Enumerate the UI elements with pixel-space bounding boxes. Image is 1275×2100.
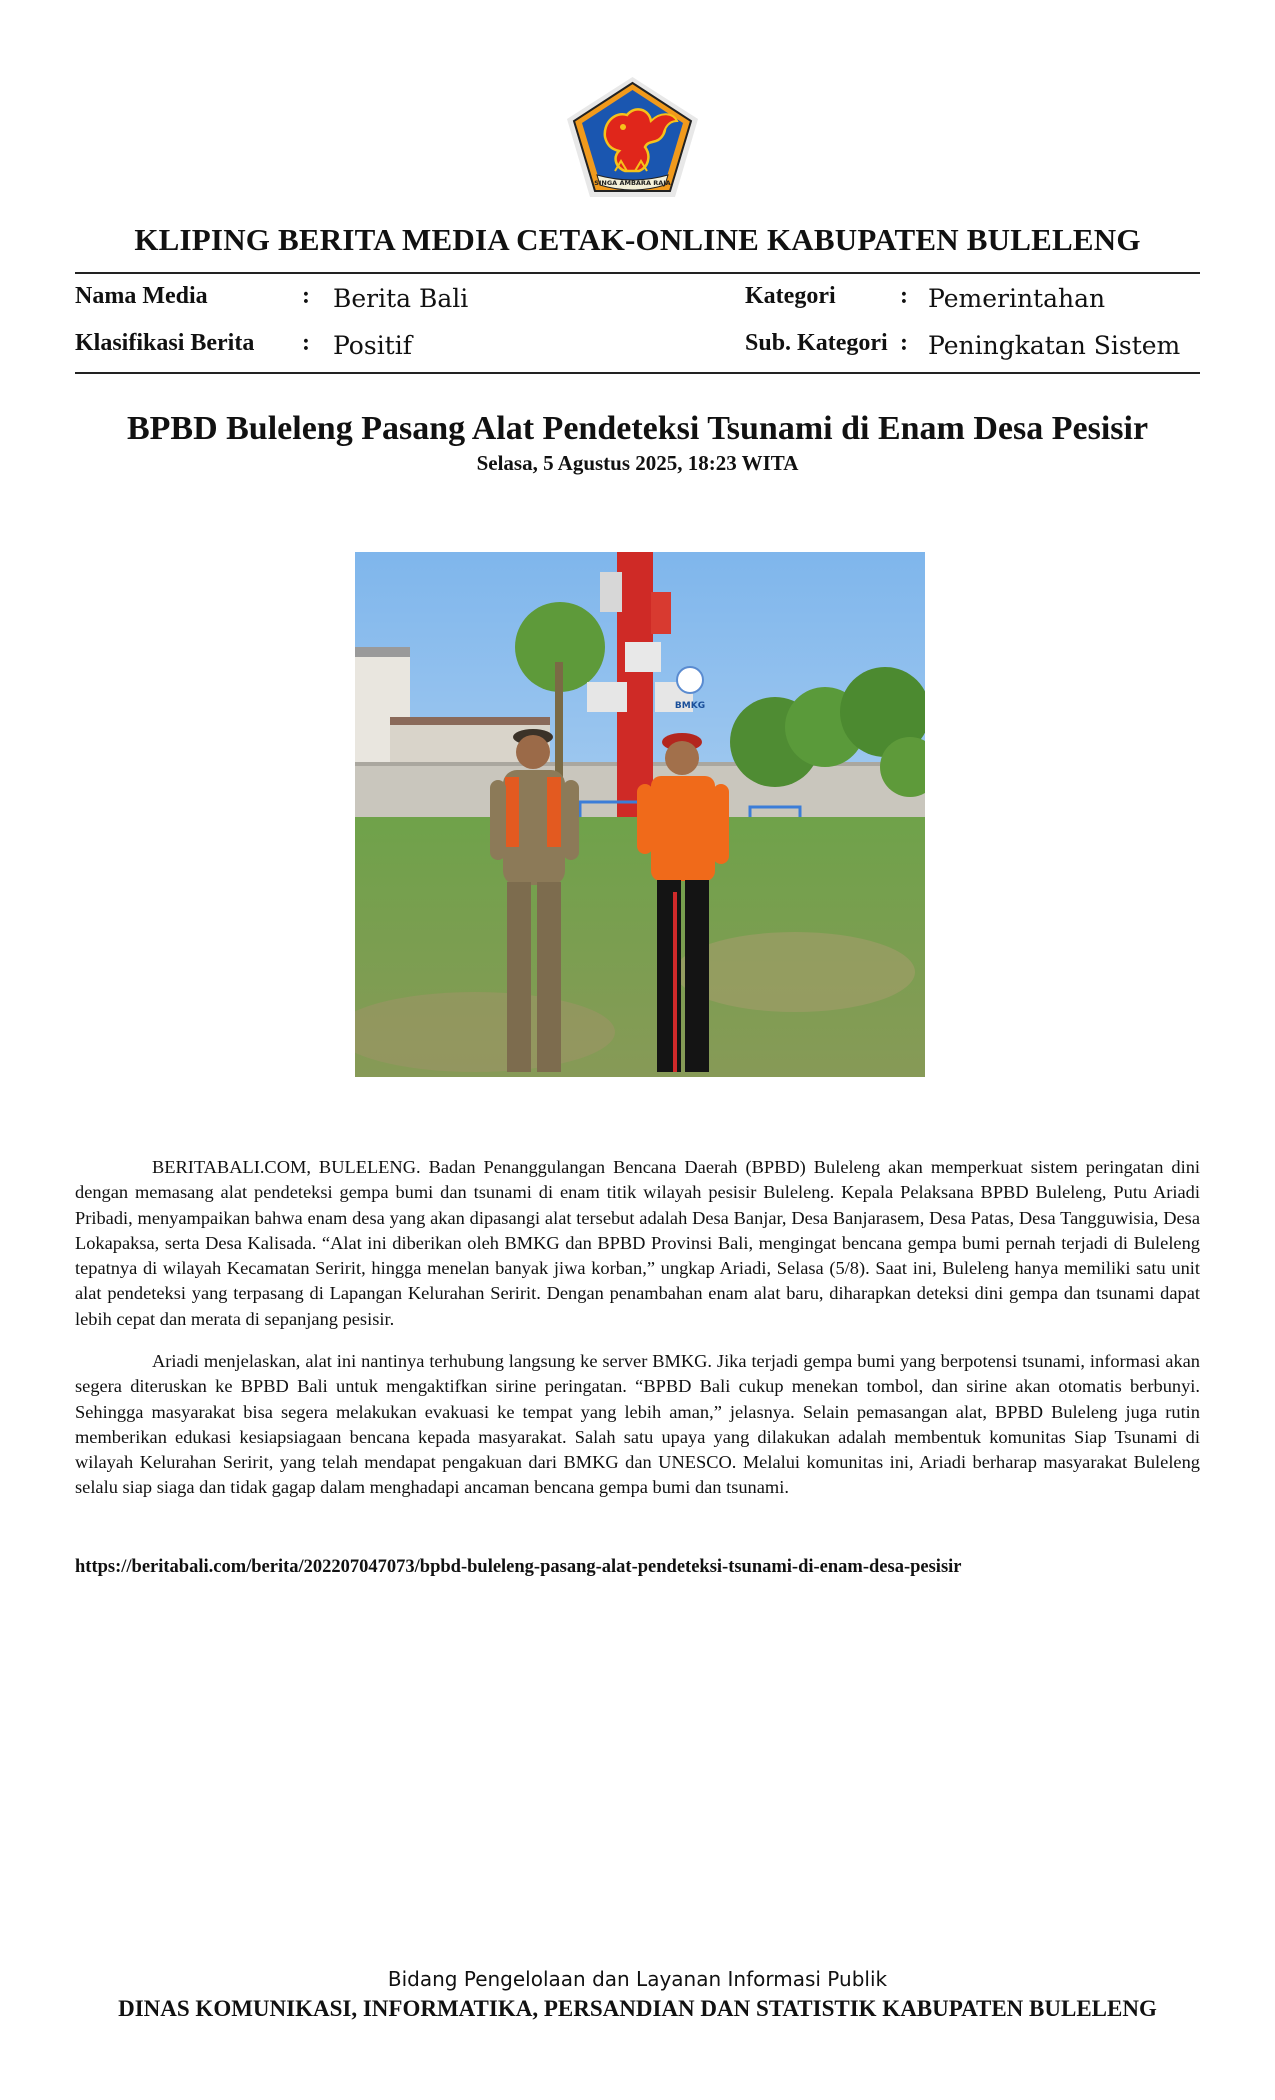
subcategory-label: Sub. Kategori — [745, 330, 888, 356]
paragraph-2-text: Ariadi menjelaskan, alat ini nantinya terhubung langsung ke server BMKG. Jika terjadi gempa bumi yang berpotensi tsunami, informasi akan segera diteruskan ke BPBD Bali untuk mengaktifkan sirine peringatan. “BPBD Bali cukup menekan tombol, dan sirine akan otomatis berbunyi. Sehingga masyarakat bisa segera melakukan evakuasi ke tempat yang lebih aman,” jelasnya. Selain pemasangan alat, BPBD Buleleng juga rutin memberikan edukasi kesiapsiagaan bencana kepada masyarakat. Salah satu upaya yang dilakukan adalah membentuk komunitas Siap Tsunami di wilayah Kelurahan Seririt, yang telah mendapat pengakuan dari BMKG dan UNESCO. Melalui komunitas ini, Ariadi berharap masyarakat Buleleng selalu siap siaga dan tidak gagap dalam menghadapi ancaman bencana gempa bumi dan tsunami. — [75, 1351, 1200, 1498]
media-name-colon: : — [302, 283, 310, 309]
document-title: KLIPING BERITA MEDIA CETAK-ONLINE KABUPATEN BULELENG — [134, 222, 1141, 257]
classification-label: Klasifikasi Berita — [75, 330, 255, 356]
regency-emblem-logo — [565, 75, 700, 200]
subcategory-value: Peningkatan Sistem — [928, 331, 1181, 360]
article-paragraph-1 — [75, 1155, 1200, 1332]
classification-colon: : — [302, 330, 310, 356]
logo-motto: SINGA AMBARA RAJA — [594, 179, 671, 187]
article-paragraph-2 — [75, 1349, 1200, 1501]
article-headline: BPBD Buleleng Pasang Alat Pendeteksi Tsunami di Enam Desa Pesisir — [126, 410, 1149, 447]
media-name-value: Berita Bali — [333, 284, 469, 313]
top-divider — [75, 272, 1200, 274]
category-colon: : — [900, 283, 908, 309]
paragraph-1-text: BERITABALI.COM, BULELENG. Badan Penanggulangan Bencana Daerah (BPBD) Buleleng akan memperkuat sistem peringatan dini dengan memasang alat pendeteksi gempa bumi dan tsunami di enam titik wilayah pesisir Buleleng. Kepala Pelaksana BPBD Buleleng, Putu Ariadi Pribadi, menyampaikan bahwa enam desa yang akan dipasangi alat tersebut adalah Desa Banjar, Desa Banjarasem, Desa Patas, Desa Tangguwisia, Desa Lokapaksa, serta Desa Kalisada. “Alat ini diberikan oleh BMKG dan BPBD Provinsi Bali, mengingat bencana gempa bumi pernah terjadi di Buleleng tepatnya di wilayah Kecamatan Seririt, hingga menelan banyak jiwa korban,” ungkap Ariadi, Selasa (5/8). Saat ini, Buleleng hanya memiliki satu unit alat pendeteksi yang terpasang di Lapangan Kelurahan Seririt. Dengan penambahan enam alat baru, diharapkan deteksi dini gempa dan tsunami dapat lebih cepat dan merata di sepanjang pesisir. — [75, 1157, 1200, 1329]
source-link[interactable]: https://beritabali.com/berita/202207047073/bpbd-buleleng-pasang-alat-pendeteksi-tsunami-di-enam-desa-pesisir — [75, 1557, 962, 1577]
category-value: Pemerintahan — [928, 284, 1106, 313]
footer-agency: DINAS KOMUNIKASI, INFORMATIKA, PERSANDIAN DAN STATISTIK KABUPATEN BULELENG — [118, 1996, 1157, 2021]
classification-value: Positif — [333, 331, 412, 360]
footer-division: Bidang Pengelolaan dan Layanan Informasi Publik — [387, 1967, 888, 1991]
article-photo — [355, 552, 925, 1077]
subcategory-colon: : — [900, 330, 908, 356]
article-dateline: Selasa, 5 Agustus 2025, 18:23 WITA — [476, 451, 799, 475]
bottom-divider — [75, 372, 1200, 374]
category-label: Kategori — [745, 283, 836, 309]
media-name-label: Nama Media — [75, 283, 208, 309]
bmkg-sign: BMKG — [674, 701, 706, 711]
